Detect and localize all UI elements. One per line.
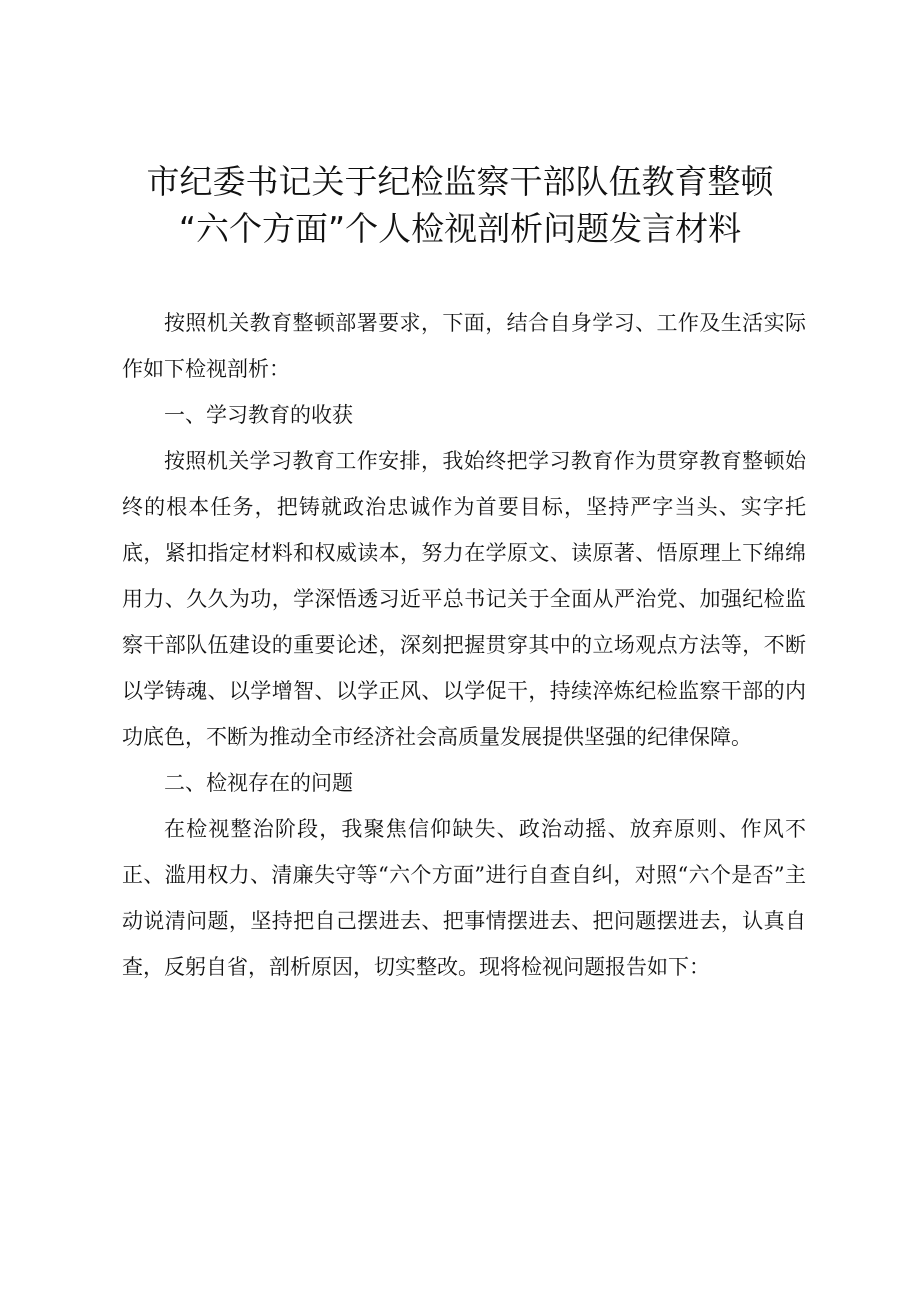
- section-1-heading: 一、学习教育的收获: [164, 403, 353, 427]
- intro-paragraph: 按照机关教育整顿部署要求，下面，结合自身学习、工作及生活实际作如下检视剖析：: [122, 311, 806, 381]
- document-body: [122, 300, 806, 990]
- section-1-paragraph: 按照机关学习教育工作安排，我始终把学习教育作为贯穿教育整顿始终的根本任务，把铸就政治忠诚作为首要目标，坚持严字当头、实字托底，紧扣指定材料和权威读本，努力在学原文、读原著、悟原理上下绵绵用力、久久为功，学深悟透习近平总书记关于全面从严治党、加强纪检监察干部队伍建设的重要论述，深刻把握贯穿其中的立场观点方法等，不断以学铸魂、以学增智、以学正风、以学促干，持续淬炼纪检监察干部的内功底色，不断为推动全市经济社会高质量发展提供坚强的纪律保障。: [122, 449, 806, 749]
- section-2-paragraph: 在检视整治阶段，我聚焦信仰缺失、政治动摇、放弃原则、作风不正、滥用权力、清廉失守等“六个方面”进行自查自纠，对照“六个是否”主动说清问题，坚持把自己摆进去、把事情摆进去、把问题摆进去，认真自查，反躬自省，剖析原因，切实整改。现将检视问题报告如下：: [122, 817, 806, 979]
- document-title-line-1: 市纪委书记关于纪检监察干部队伍教育整顿: [146, 162, 774, 201]
- document-title-line-2: “六个方面”个人检视剖析问题发言材料: [178, 209, 742, 248]
- section-2-heading: 二、检视存在的问题: [164, 771, 353, 795]
